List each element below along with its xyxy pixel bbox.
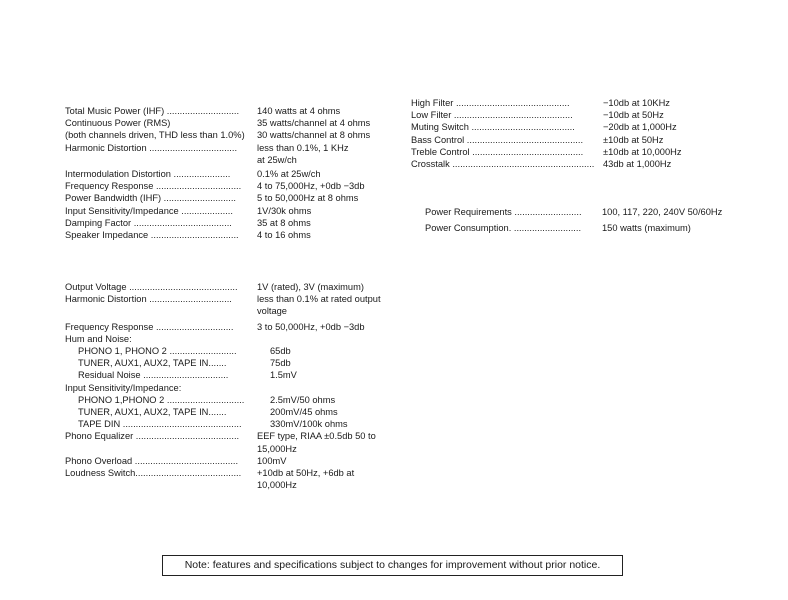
spec-value: 140 watts at 4 ohms bbox=[257, 106, 341, 116]
spec-label: Bass Control ............................................. bbox=[411, 134, 584, 145]
spec-row bbox=[65, 369, 405, 381]
spec-value: 5 to 50,000Hz at 8 ohms bbox=[257, 193, 359, 204]
spec-row bbox=[65, 142, 395, 154]
spec-label: Power Bandwidth (IHF) ............................ bbox=[65, 193, 237, 204]
spec-label: Frequency Response .............................. bbox=[65, 321, 234, 332]
spec-row bbox=[65, 479, 405, 491]
spec-label: (both channels driven, THD less than 1.0%) bbox=[65, 130, 245, 141]
spec-row bbox=[65, 455, 405, 467]
spec-row bbox=[65, 406, 405, 418]
spec-label: Power Requirements .......................... bbox=[425, 207, 582, 217]
spec-row bbox=[65, 357, 405, 369]
spec-value: less than 0.1%, 1 KHz bbox=[257, 142, 349, 153]
spec-value: 30 watts/channel at 8 ohms bbox=[257, 130, 371, 141]
spec-value: +10db at 50Hz, +6db at bbox=[257, 468, 355, 479]
spec-row bbox=[411, 158, 741, 170]
spec-row bbox=[65, 418, 405, 430]
spec-value: 65db bbox=[270, 346, 291, 357]
spec-value: ±10db at 50Hz bbox=[603, 134, 664, 145]
spec-row bbox=[65, 117, 395, 129]
spec-label: Input Sensitivity/Impedance: bbox=[65, 382, 182, 393]
spec-row bbox=[65, 305, 405, 317]
spec-row bbox=[65, 217, 395, 229]
spec-row bbox=[65, 321, 405, 333]
spec-value: 35 watts/channel at 4 ohms bbox=[257, 118, 371, 129]
spec-value: 100, 117, 220, 240V 50/60Hz bbox=[602, 207, 723, 217]
spec-row bbox=[425, 222, 755, 234]
spec-value: voltage bbox=[257, 306, 287, 317]
spec-row bbox=[411, 134, 741, 146]
spec-value: 75db bbox=[270, 358, 291, 369]
spec-label bbox=[65, 305, 257, 317]
spec-label: High Filter ............................................ bbox=[411, 98, 570, 108]
spec-value: 0.1% at 25w/ch bbox=[257, 169, 321, 180]
spec-label: Hum and Noise: bbox=[65, 333, 132, 344]
spec-label: Crosstalk ....................................................... bbox=[411, 159, 595, 170]
spec-row bbox=[65, 293, 405, 305]
spec-label bbox=[65, 154, 257, 166]
spec-label: TUNER, AUX1, AUX2, TAPE IN....... bbox=[78, 358, 227, 369]
spec-row bbox=[65, 430, 405, 442]
spec-label: Output Voltage .......................................... bbox=[65, 282, 238, 292]
spec-row bbox=[65, 192, 395, 204]
spec-label: Frequency Response ................................. bbox=[65, 181, 242, 192]
spec-value: −10db at 10KHz bbox=[603, 98, 670, 108]
spec-row bbox=[65, 180, 395, 192]
spec-row bbox=[411, 146, 741, 158]
spec-value: 150 watts (maximum) bbox=[602, 223, 691, 234]
spec-row bbox=[65, 105, 395, 117]
improvement-notice: Note: features and specifications subject to changes for improvement without prior notice. bbox=[162, 555, 623, 576]
spec-label bbox=[65, 479, 257, 491]
spec-row bbox=[65, 154, 395, 166]
spec-label: Residual Noise ................................. bbox=[78, 370, 229, 381]
spec-value: 1V/30k ohms bbox=[257, 205, 312, 216]
spec-value: 1.5mV bbox=[270, 370, 297, 381]
spec-row bbox=[411, 121, 741, 133]
spec-label: Continuous Power (RMS) bbox=[65, 118, 171, 129]
spec-label: TAPE DIN .............................................. bbox=[78, 419, 242, 430]
power-specs bbox=[425, 206, 755, 234]
spec-value: 2.5mV/50 ohms bbox=[270, 394, 336, 405]
spec-value: 4 to 16 ohms bbox=[257, 230, 311, 241]
spec-value: −10db at 50Hz bbox=[603, 110, 664, 121]
spec-value: 1V (rated), 3V (maximum) bbox=[257, 282, 364, 292]
spec-label: Speaker Impedance .................................. bbox=[65, 230, 239, 241]
spec-value: 15,000Hz bbox=[257, 443, 297, 454]
spec-value: 4 to 75,000Hz, +0db −3db bbox=[257, 181, 365, 192]
spec-value bbox=[257, 333, 405, 345]
spec-label: Phono Overload ........................................ bbox=[65, 455, 239, 466]
spec-value: 43db at 1,000Hz bbox=[603, 159, 672, 170]
tone-control-specs bbox=[411, 97, 741, 170]
spec-row bbox=[65, 205, 395, 217]
spec-label: Total Music Power (IHF) ............................ bbox=[65, 106, 240, 116]
spec-value: 100mV bbox=[257, 455, 287, 466]
spec-label: Damping Factor ...................................... bbox=[65, 217, 232, 228]
spec-row bbox=[65, 382, 405, 394]
preamplifier-specs bbox=[65, 281, 405, 491]
spec-row bbox=[65, 467, 405, 479]
spec-value: less than 0.1% at rated output bbox=[257, 294, 381, 305]
spec-row bbox=[65, 394, 405, 406]
spec-row bbox=[65, 333, 405, 345]
spec-label: PHONO 1, PHONO 2 .......................... bbox=[78, 346, 237, 357]
spec-row bbox=[65, 281, 405, 293]
spec-value: 200mV/45 ohms bbox=[270, 407, 338, 418]
spec-label: TUNER, AUX1, AUX2, TAPE IN....... bbox=[78, 407, 227, 418]
spec-row bbox=[65, 443, 405, 455]
spec-value: 3 to 50,000Hz, +0db −3db bbox=[257, 321, 365, 332]
spec-label: Muting Switch ........................................ bbox=[411, 122, 575, 133]
spec-value: at 25w/ch bbox=[257, 154, 297, 165]
spec-row bbox=[65, 129, 395, 141]
spec-row bbox=[65, 229, 395, 241]
spec-label: Input Sensitivity/Impedance .................... bbox=[65, 205, 233, 216]
spec-value: 10,000Hz bbox=[257, 480, 297, 491]
spec-label: Power Consumption. .......................... bbox=[425, 223, 582, 234]
spec-row bbox=[411, 109, 741, 121]
spec-row bbox=[65, 168, 395, 180]
power-amplifier-specs bbox=[65, 105, 395, 241]
spec-value bbox=[257, 382, 405, 394]
spec-label: Intermodulation Distortion ...................... bbox=[65, 169, 231, 180]
spec-value: 330mV/100k ohms bbox=[270, 419, 348, 430]
spec-label: Harmonic Distortion ................................ bbox=[65, 294, 232, 305]
spec-label: Loudness Switch......................................... bbox=[65, 468, 242, 479]
spec-value: EEF type, RIAA ±0.5db 50 to bbox=[257, 431, 376, 442]
spec-label: Low Filter .............................................. bbox=[411, 110, 573, 121]
spec-label: Treble Control ........................................... bbox=[411, 146, 584, 157]
spec-label: PHONO 1,PHONO 2 .............................. bbox=[78, 394, 245, 405]
spec-row bbox=[65, 345, 405, 357]
spec-label: Phono Equalizer ........................................ bbox=[65, 431, 240, 442]
spec-row bbox=[411, 97, 741, 109]
spec-row bbox=[425, 206, 755, 218]
spec-value: −20db at 1,000Hz bbox=[603, 122, 677, 133]
spec-value: 35 at 8 ohms bbox=[257, 217, 311, 228]
spec-label: Harmonic Distortion .................................. bbox=[65, 142, 238, 153]
spec-label bbox=[65, 443, 257, 455]
spec-value: ±10db at 10,000Hz bbox=[603, 146, 682, 157]
